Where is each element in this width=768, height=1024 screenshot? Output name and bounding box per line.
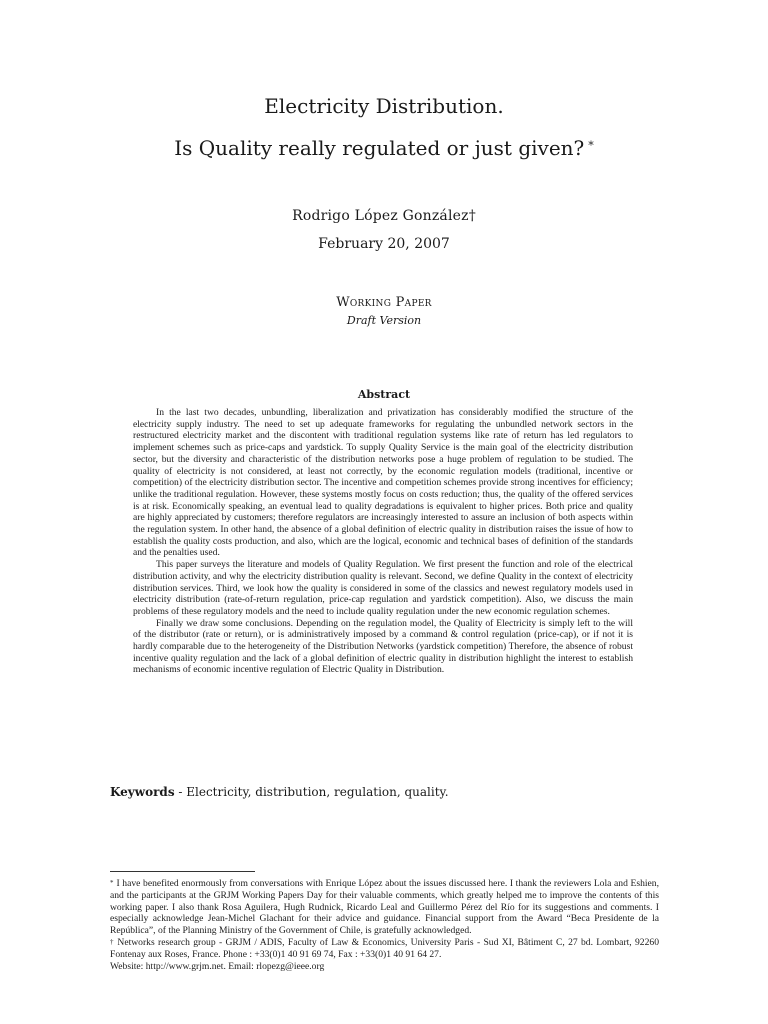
title-line-1-text: Electricity Distribution. [264, 94, 504, 118]
keywords-text: - Electricity, distribution, regulation, quality. [174, 785, 449, 799]
keywords-label: Keywords [110, 785, 175, 799]
footnote-3-text: Website: http://www.grjm.net. Email: rlopezg@ieee.org [110, 960, 325, 972]
paper-title-line-1 [0, 94, 768, 118]
abstract-paragraph-3: Finally we draw some conclusions. Depending on the regulation model, the Quality of Electricity is simply left to the will of the distributor (rate or return), or is administratively imposed by a command & control regulation (price-cap), or if not it is hardly comparable due to the heterogeneity of the Distribution Networks (yardstick competition) Therefore, the absence of robust incentive quality regulation and the lack of a global definition of electric quality in distribution highlight the interest to establish mechanisms of economic incentive regulation of Electric Quality in Distribution. [133, 617, 633, 676]
publication-date: February 20, 2007 [318, 236, 450, 252]
footnote-divider [110, 871, 255, 872]
abstract-heading: Abstract [357, 388, 411, 401]
footnote-3 [110, 961, 659, 973]
footnote-1 [110, 878, 659, 937]
abstract-body [133, 407, 633, 676]
keywords-line [110, 785, 449, 799]
working-paper-label: Working Paper [336, 295, 432, 310]
footnote-1-mark: * [110, 879, 114, 887]
abstract-paragraph-1: In the last two decades, unbundling, liberalization and privatization has considerably modified the structure of the electricity supply industry. The need to set up adequate frameworks for regulating the unbundled network sectors in the restructured electricity market and the discontent with traditional regulation systems like rate of return has led regulators to implement schemes such as price-caps and yardstick. To supply Quality Service is the main goal of the electricity distribution sector, but the diversity and characteristic of the distribution networks pose a huge problem of regulation to be studied. The quality of electricity is not considered, at least not correctly, by the economic regulation models (traditional, incentive or competition) of the electricity distribution sector. The incentive and competition schemes provide strong incentives for efficiency; unlike the traditional regulation. However, these systems mostly focus on costs reduction; thus, the quality of the offered services is at risk. Economically speaking, an eventual lead to quality degradations is equivalent to higher prices. Both price and quality are highly appreciated by customers; therefore regulators are increasingly interested to assure an inclusion of both aspects within the regulation system. In other hand, the absence of a global definition of electric quality in distribution raises the issue of how to establish the quality costs production, and also, which are the logical, economic and technical bases of definition of the standards and the penalties used. [133, 407, 633, 559]
draft-version-label: Draft Version [346, 314, 422, 327]
footnote-1-text: I have benefited enormously from conversations with Enrique López about the issues discussed here. I thank the reviewers Lola and Eshien, and the participants at the GRJM Working Papers Day for their valuable comments, which greatly helped me to improve the contents of this working paper. I also thank Rosa Aguilera, Hugh Rudnick, Ricardo Leal and Guillermo Pérez del Río for its suggestions and comments. I especially acknowledge Jean-Michel Glachant for their advice and guidance. Financial support from the Award “Beca Presidente de la República”, of the Planning Ministry of the Government of Chile, is gratefully acknowledged. [110, 878, 659, 937]
footnotes [110, 878, 659, 972]
paper-title-line-2 [0, 136, 768, 160]
footnote-2 [110, 937, 659, 961]
footnote-2-text: Networks research group - GRJM / ADIS, Faculty of Law & Economics, University Paris - Sud XI, Bâtiment C, 27 bd. Lombart, 92260 Fontenay aux Roses, France. Phone : +33(0)1 40 91 69 74, Fax : +33(0)1 40 91 64 27. [110, 936, 659, 960]
abstract-paragraph-2: This paper surveys the literature and models of Quality Regulation. We first present the function and role of the electrical distribution activity, and why the electricity distribution quality is relevant. Second, we define Quality in the context of electricity distribution services. Third, we look how the quality is considered in some of the classics and newest regulatory models used in electricity distribution (rate-of-return regulation, price-cap regulation and yardstick competition). Also, we discuss the main problems of these regulatory models and the need to include quality regulation under the new economic regulation schemes. [133, 559, 633, 617]
author-name: Rodrigo López González† [292, 208, 476, 224]
title-line-2-text: Is Quality really regulated or just given? [174, 136, 585, 160]
footnote-2-mark: † [110, 937, 115, 946]
title-footnote-mark: * [588, 139, 594, 152]
